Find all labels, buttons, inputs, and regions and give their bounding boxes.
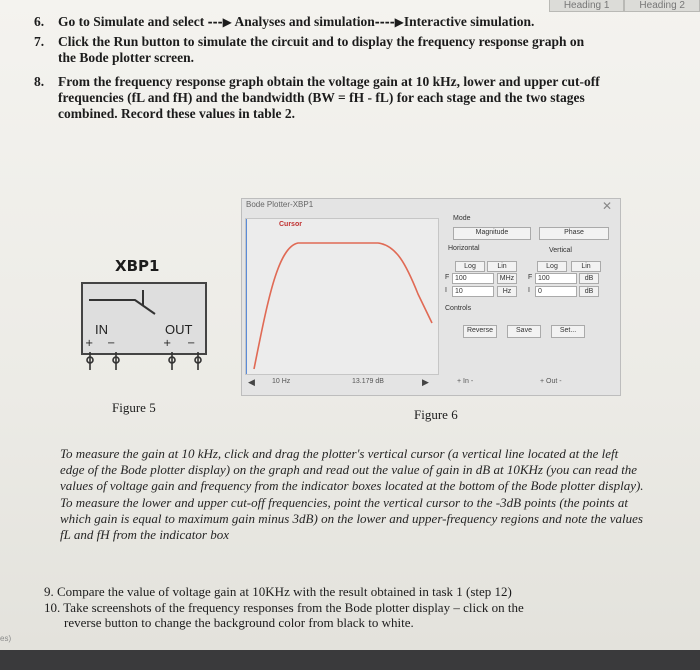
arrow-right-icon: ----▶ [374,15,404,29]
vertical-label: Vertical [549,247,572,254]
step-8-line-3: combined. Record these values in table 2. [58,106,295,121]
interactive-simulation-label: Interactive simulation. [403,14,535,29]
device-name: XBP1 [115,257,160,275]
mode-label: Mode [453,215,471,222]
run-button-label: Run [113,34,139,49]
bode-symbol-icon [83,284,205,353]
vertical-log-button[interactable]: Log [537,261,567,272]
bode-plotter-window [241,198,621,396]
step-6-number: 6. [34,14,45,29]
phase-button[interactable]: Phase [539,227,609,240]
step-9 [44,584,664,599]
arrow-right-icon: ---▶ [207,15,232,29]
vertical-lin-button[interactable]: Lin [571,261,601,272]
simulate-menu-label: Simulate [93,14,145,29]
set-button[interactable]: Set... [551,325,585,338]
step-8-line-2: frequencies (fL and fH) and the bandwidth (BW = fH - fL) for each stage and the two stages [58,90,585,105]
step-8-number: 8. [34,74,45,89]
step-9-number: 9. [44,584,54,599]
step-10-line-2: reverse button to change the background color from black to white. [64,615,414,630]
output-terminals: + Out - [540,378,562,385]
step-6-text-mid: and select [144,14,208,29]
plotter-titlebar [242,199,620,214]
vertical-final-unit[interactable]: dB [579,273,599,284]
step-10-line-1: Take screenshots of the frequency responses from the Bode plotter display – click on the [63,600,524,615]
controls-label: Controls [445,305,472,312]
vertical-final-input[interactable]: 100 [535,273,577,284]
taskbar [0,650,700,670]
device-out-label: OUT [165,322,193,337]
horizontal-final-input[interactable]: 100 [452,273,494,284]
cursor-right-icon[interactable]: ▶ [422,377,429,387]
step-8-line-1: From the frequency response graph obtain the voltage gain at 10 kHz, lower and upper cut-off [58,74,600,89]
save-button[interactable]: Save [507,325,541,338]
reverse-button[interactable]: Reverse [463,325,497,338]
step-7-number: 7. [34,34,45,49]
h-init-prefix: I [445,287,447,294]
step-10 [44,600,664,630]
figure-5-caption: Figure 5 [112,400,156,415]
in-plus-icon: + [85,338,94,349]
h-final-prefix: F [445,274,450,281]
step-7 [34,34,674,66]
cutoff-edge-text: es) [0,634,12,643]
cursor-label: Cursor [279,221,302,228]
style-tabs [549,0,700,12]
out-plus-icon: + [163,338,172,349]
out-minus-icon: − [187,338,196,349]
bode-plotter-symbol[interactable] [81,282,207,355]
vertical-initial-input[interactable]: 0 [535,286,577,297]
instruction-paragraph: To measure the gain at 10 kHz, click and drag the plotter's vertical cursor (a vertical line located at the left edge of the Bode plotter display) on the graph and read out the value of gain in dB at 10KHz (you can read the values of voltage gain and frequency from the indicator boxes located at the bottom of the Bode plotter display). To measure the lower and upper cut-off frequencies, point the vertical cursor to the -3dB points (the points at which gain is equal to maximum gain minus 3dB) on the lower and upper-frequency regions and note the values fL and fH from the indicator box [60,446,644,543]
step-6 [34,14,674,30]
step-10-number: 10. [44,600,61,615]
step-6-text: Go to [58,14,94,29]
style-heading-2[interactable]: Heading 2 [624,0,700,12]
horizontal-initial-input[interactable]: 10 [452,286,494,297]
plotter-readout-bar [242,374,620,392]
gain-readout: 13.179 dB [352,378,384,385]
horizontal-lin-button[interactable]: Lin [487,261,517,272]
horizontal-final-unit[interactable]: MHz [497,273,517,284]
vertical-initial-unit[interactable]: dB [579,286,599,297]
cursor-left-icon[interactable]: ◀ [248,377,255,387]
in-terminal-label: In [463,378,469,385]
step-8 [34,74,674,122]
device-in-label: IN [95,322,108,337]
plotter-controls-panel [445,215,615,375]
step-7-text-3: the Bode plotter screen. [58,50,194,65]
input-terminals: + In - [457,378,474,385]
style-heading-1[interactable]: Heading 1 [549,0,625,12]
horizontal-log-button[interactable]: Log [455,261,485,272]
v-final-prefix: F [528,274,533,281]
v-init-prefix: I [528,287,530,294]
in-minus-icon: − [107,338,116,349]
terminal-pins-icon [80,352,210,374]
step-7-text: Click the [58,34,114,49]
magnitude-button[interactable]: Magnitude [453,227,531,240]
horizontal-initial-unit[interactable]: Hz [497,286,517,297]
close-icon[interactable]: ✕ [601,199,612,213]
horizontal-label: Horizontal [448,245,480,252]
figure-6-caption: Figure 6 [414,407,458,422]
out-terminal-label: Out [546,378,558,385]
frequency-readout: 10 Hz [272,378,291,385]
bode-graph[interactable] [245,218,439,375]
step-9-text: Compare the value of voltage gain at 10KHz with the result obtained in task 1 (step 12) [57,584,512,599]
step-7-text-2: button to simulate the circuit and to display the frequency response graph on [138,34,585,49]
analyses-menu-label: Analyses and simulation [234,14,375,29]
plotter-title: Bode Plotter-XBP1 [246,200,314,209]
frequency-response-curve [246,219,438,374]
